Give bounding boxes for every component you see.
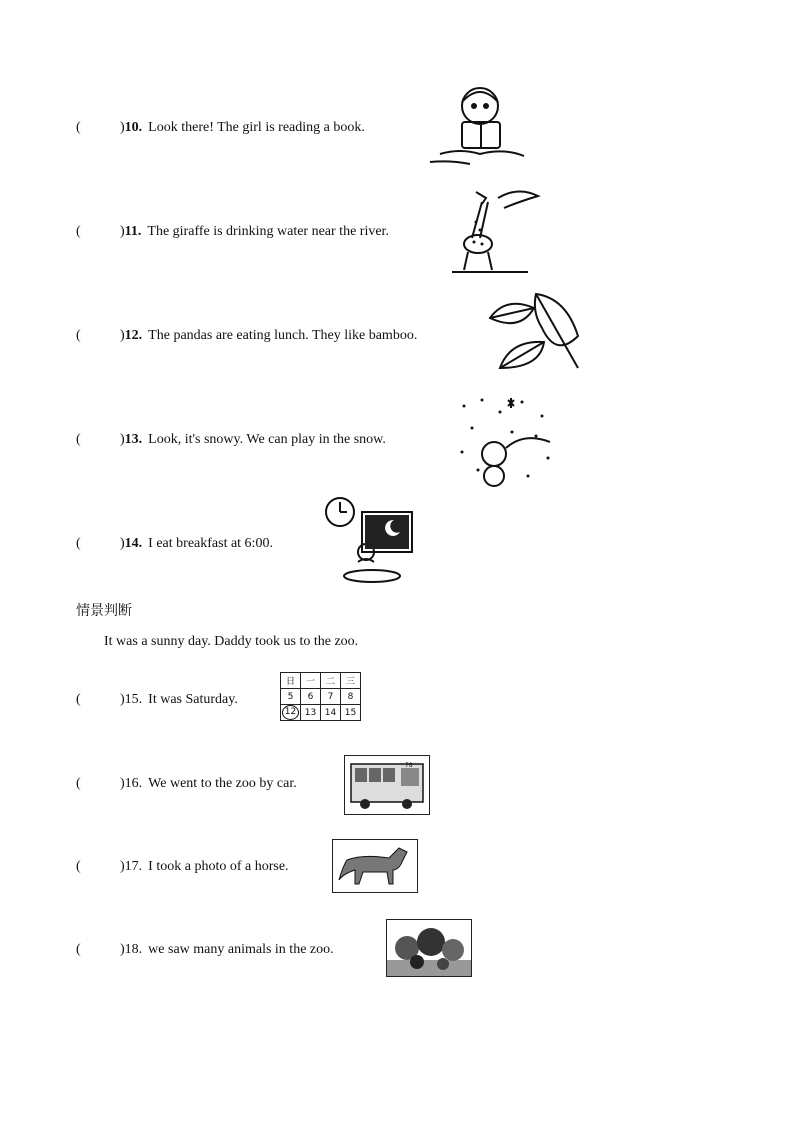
zoo-animals-picture [386, 919, 472, 977]
paren-close: ) [120, 120, 125, 135]
snow-picture [452, 392, 558, 488]
question-number: 10. [124, 120, 143, 135]
calendar-cell: 6 [301, 689, 321, 705]
calendar-cell: 15 [341, 705, 361, 721]
question-number: 16. [124, 776, 143, 791]
question-text: I took a photo of a horse. [148, 859, 289, 874]
question-text: The giraffe is drinking water near the river. [147, 224, 389, 239]
question-12 [76, 327, 417, 345]
question-14 [76, 535, 273, 553]
answer-blank[interactable]: ( [76, 692, 81, 707]
section-intro: It was a sunny day. Daddy took us to the zoo. [104, 634, 359, 649]
question-15 [76, 691, 238, 709]
question-text: The pandas are eating lunch. They like bamboo. [148, 328, 418, 343]
question-number: 11. [124, 224, 142, 239]
answer-blank[interactable]: ( [76, 942, 81, 957]
calendar-cell: 13 [301, 705, 321, 721]
answer-blank[interactable]: ( [76, 859, 81, 874]
breakfast-picture [322, 492, 418, 586]
question-11 [76, 223, 389, 241]
question-number: 17. [124, 859, 143, 874]
paren-close: ) [120, 432, 125, 447]
section-heading: 情景判断 [76, 603, 132, 619]
question-16 [76, 775, 297, 793]
bus-route-number: 78 [405, 762, 413, 769]
giraffe-picture [448, 182, 548, 278]
calendar-picture [280, 672, 361, 721]
question-text: We went to the zoo by car. [148, 776, 297, 791]
question-text: It was Saturday. [148, 692, 238, 707]
horse-picture [332, 839, 418, 893]
calendar-cell: 一 [301, 673, 321, 689]
question-number: 15. [124, 692, 143, 707]
leaves-picture [486, 288, 586, 382]
answer-blank[interactable]: ( [76, 224, 81, 239]
paren-close: ) [120, 536, 125, 551]
calendar-date: 12 [282, 705, 299, 720]
question-number: 18. [124, 942, 143, 957]
question-17 [76, 858, 289, 876]
answer-blank[interactable]: ( [76, 536, 81, 551]
paren-close: ) [120, 328, 125, 343]
question-text: I eat breakfast at 6:00. [148, 536, 273, 551]
answer-blank[interactable]: ( [76, 120, 81, 135]
answer-blank[interactable]: ( [76, 328, 81, 343]
paren-close: ) [120, 942, 125, 957]
calendar-cell: 14 [321, 705, 341, 721]
question-10 [76, 119, 365, 137]
question-text: we saw many animals in the zoo. [148, 942, 334, 957]
answer-blank[interactable]: ( [76, 776, 81, 791]
paren-close: ) [120, 692, 125, 707]
calendar-cell: 7 [321, 689, 341, 705]
calendar-cell: 日 [281, 673, 301, 689]
calendar-cell: 8 [341, 689, 361, 705]
question-number: 13. [124, 432, 143, 447]
paren-close: ) [120, 776, 125, 791]
calendar-cell-circled [281, 705, 301, 721]
calendar-cell: 5 [281, 689, 301, 705]
calendar-cell: 二 [321, 673, 341, 689]
question-13 [76, 431, 386, 449]
question-number: 14. [124, 536, 143, 551]
answer-blank[interactable]: ( [76, 432, 81, 447]
bus-picture [344, 755, 430, 815]
question-text: Look there! The girl is reading a book. [148, 120, 365, 135]
question-18 [76, 941, 334, 959]
paren-close: ) [120, 859, 125, 874]
question-number: 12. [124, 328, 143, 343]
calendar-cell: 三 [341, 673, 361, 689]
paren-close: ) [120, 224, 125, 239]
question-text: Look, it's snowy. We can play in the snow. [148, 432, 386, 447]
girl-reading-picture [420, 82, 540, 178]
